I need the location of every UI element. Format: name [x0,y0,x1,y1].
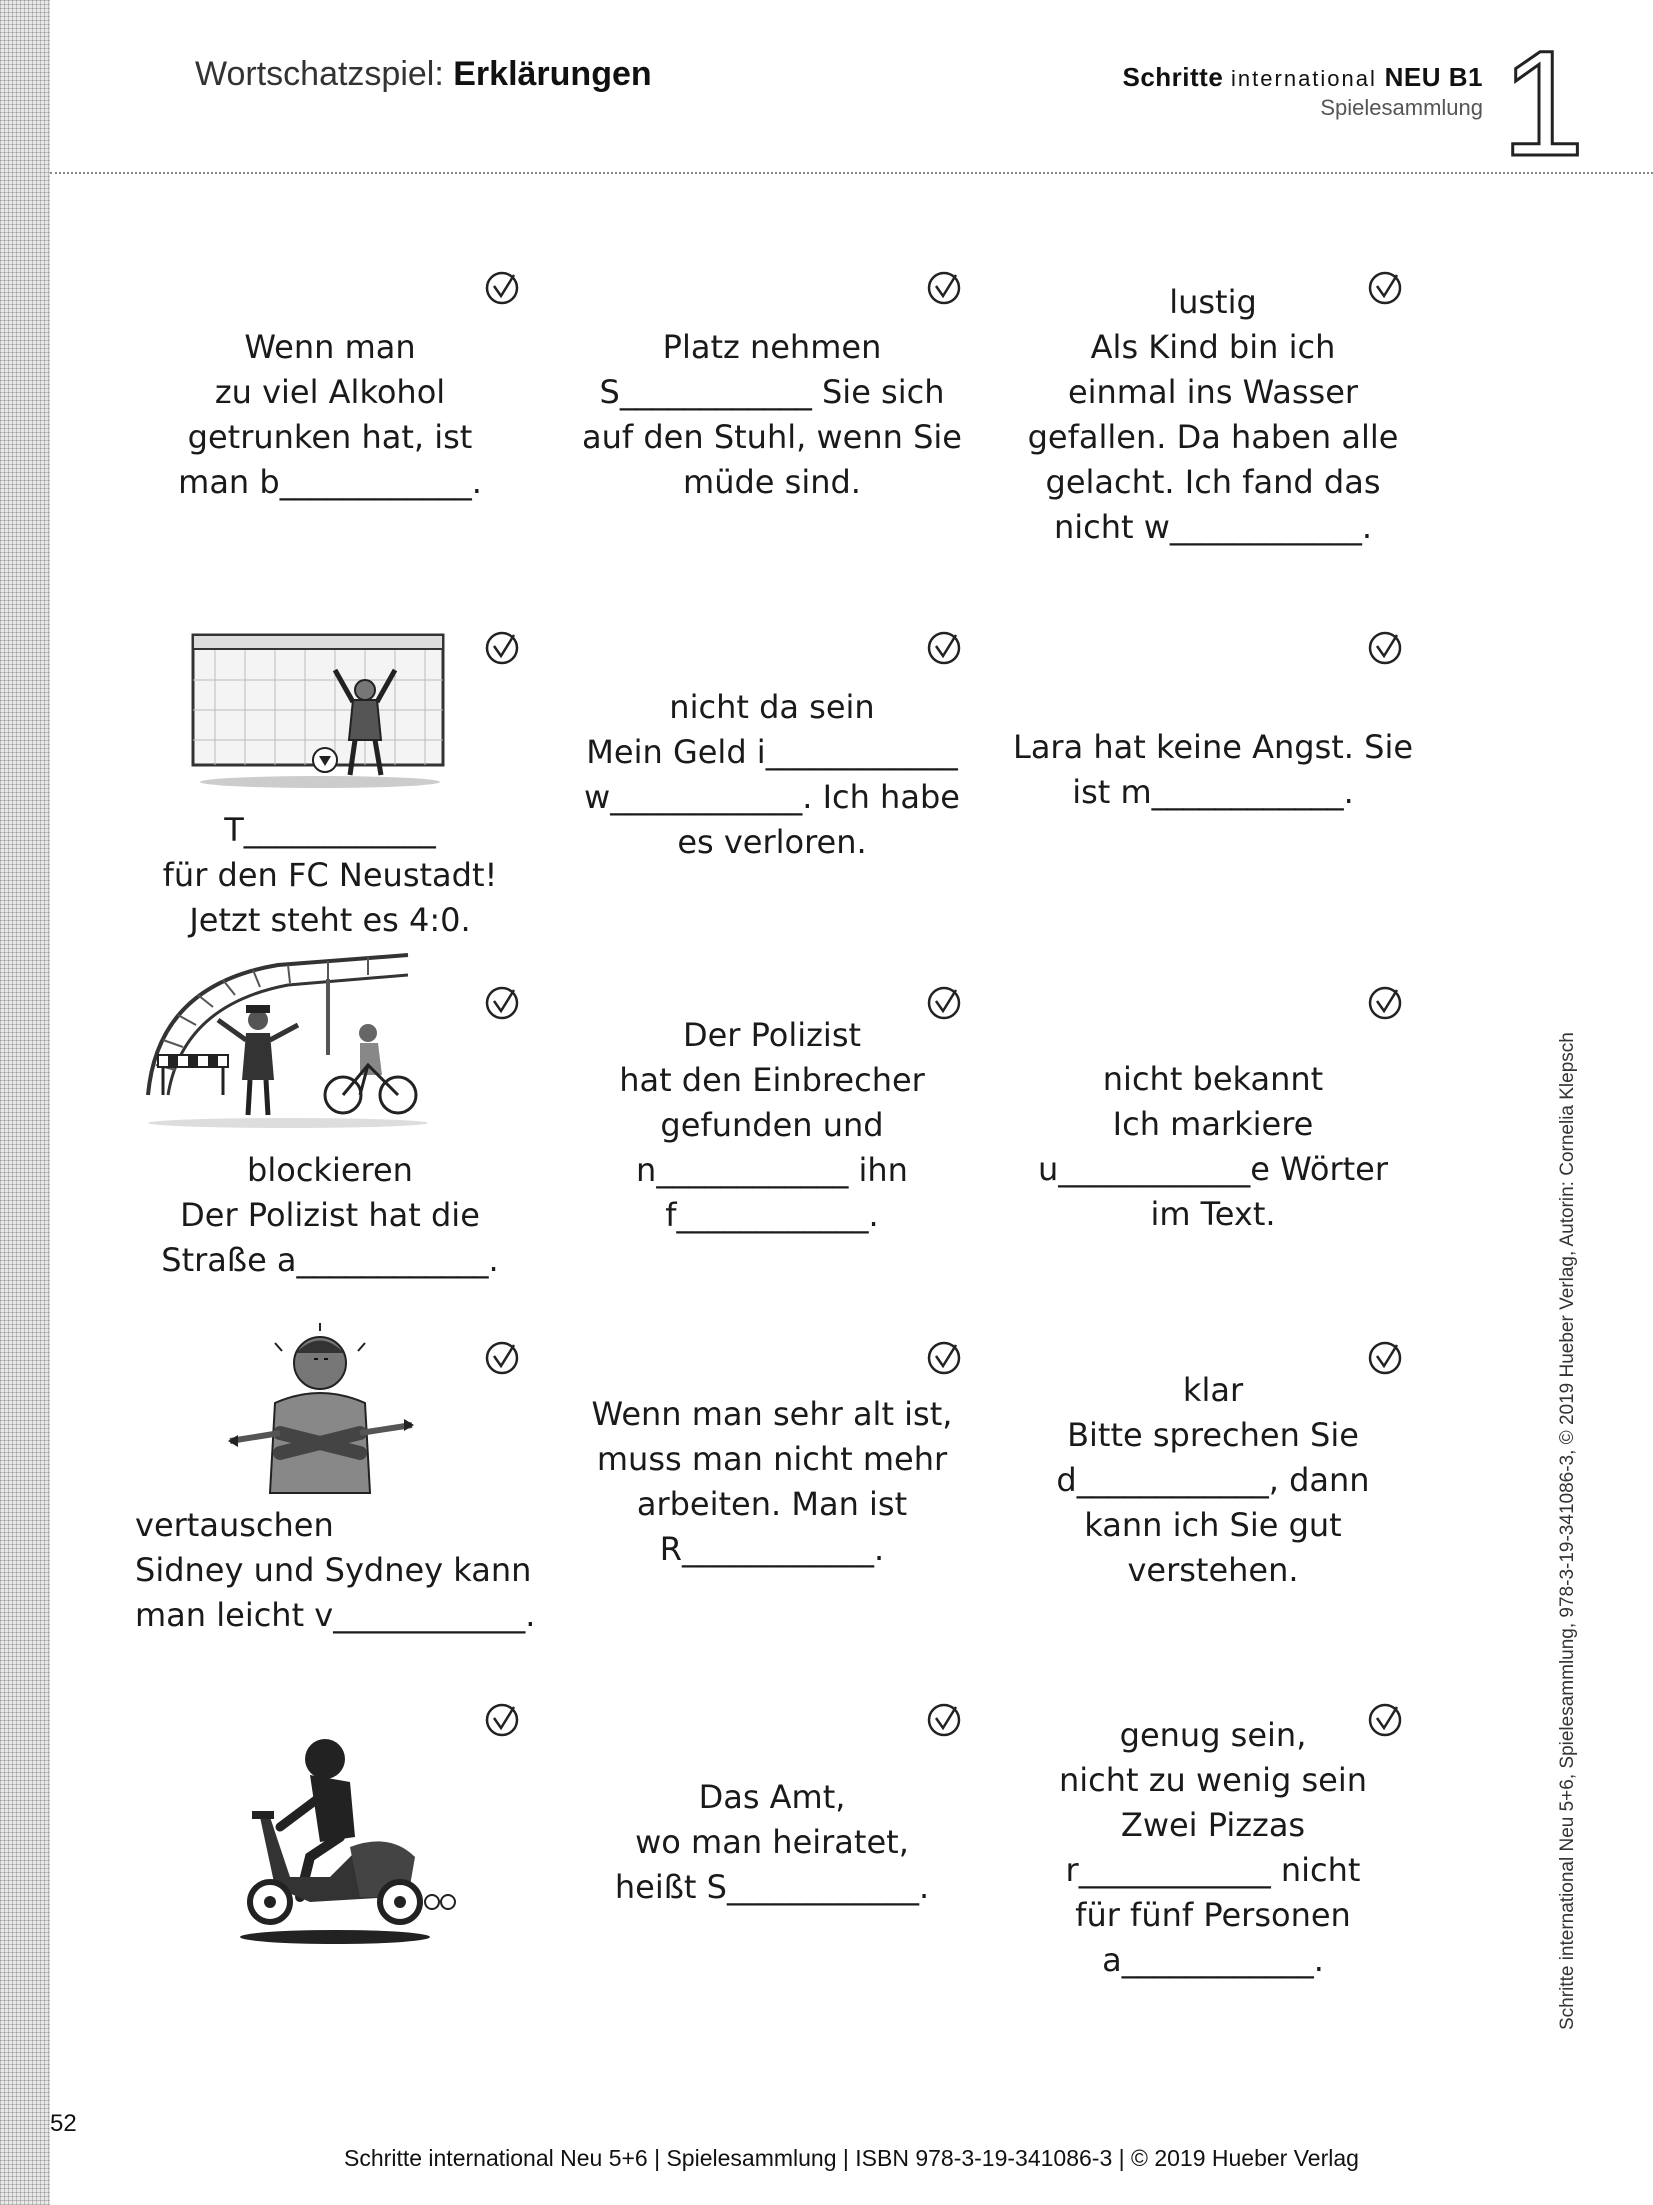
card-line: blockieren [247,1151,413,1189]
card-line: ist m____________. [1072,773,1354,811]
card-line: man b____________. [178,463,482,501]
card-line: klar [1182,1371,1244,1409]
card-line: genug sein, [1119,1716,1307,1754]
card-line: man leicht v____________. [135,1596,536,1634]
card-line: u____________e Wörter [1037,1150,1389,1188]
header-divider [50,172,1653,174]
card-line: für fünf Personen [1075,1896,1351,1934]
card-line: im Text. [1150,1195,1276,1233]
card-text [993,1368,1433,1593]
card-line: muss man nicht mehr [596,1440,948,1478]
card-text [552,1013,992,1238]
card-line: kann ich Sie gut [1084,1506,1342,1544]
card-line: Mein Geld i____________ [586,733,958,771]
card-text [552,685,992,865]
card-line: Zwei Pizzas [1120,1806,1306,1844]
card-line: verstehen. [1127,1551,1299,1589]
card-line: gefallen. Da haben alle [1027,418,1399,456]
card-line: Der Polizist [682,1016,862,1054]
check-circle-icon [1367,630,1403,666]
check-circle-icon [1367,985,1403,1021]
card-13[interactable] [110,1617,550,1957]
card-line: w____________. Ich habe [584,778,960,816]
footer: Schritte international Neu 5+6 | Spielesammlung | ISBN 978-3-19-341086-3 | © 2019 Hueber Verlag [344,2145,1359,2171]
card-text [552,1775,992,1910]
card-line: lustig [1169,283,1257,321]
check-circle-icon [484,1702,520,1738]
card-line: getrunken hat, ist [187,418,473,456]
card-line: d____________, dann [1056,1461,1370,1499]
card-line: hat den Einbrecher [619,1061,925,1099]
card-5[interactable] [552,545,992,885]
card-11[interactable] [552,1255,992,1595]
card-text [993,1713,1433,1983]
card-text [993,725,1433,815]
card-line: Wenn man sehr alt ist, [591,1395,953,1433]
brand-intl: international [1231,66,1377,91]
card-2[interactable] [552,185,992,525]
card-text [993,280,1433,550]
check-circle-icon [484,630,520,666]
card-12[interactable] [993,1255,1433,1595]
check-circle-icon [926,1702,962,1738]
card-line: nicht zu wenig sein [1058,1761,1368,1799]
card-line: es verloren. [677,823,867,861]
card-text [110,325,550,505]
card-line: gelacht. Ich fand das [1045,463,1381,501]
card-line: Jetzt steht es 4:0. [189,901,471,939]
card-line: Bitte sprechen Sie [1067,1416,1359,1454]
card-line: Straße a____________. [161,1241,499,1279]
check-circle-icon [926,270,962,306]
brand-line [1122,62,1483,93]
chapter-number [1488,30,1598,170]
card-8[interactable] [552,900,992,1240]
card-line: a____________. [1102,1941,1324,1979]
side-credit: Schritte international Neu 5+6, Spielesammlung, 978-3-19-341086-3, © 2019 Hueber Verlag, Autorin: Cornelia Klepsch [1557,1032,1578,2030]
title-main: Erklärungen [453,55,652,93]
card-line: wo man heiratet, [635,1823,909,1861]
page-title [195,55,652,94]
brand-block [1122,62,1483,121]
page-number: 52 [50,2110,77,2137]
chapter-number-text: 1 [1501,30,1585,170]
card-line: nicht w____________. [1053,508,1373,546]
card-line: Das Amt, [698,1778,846,1816]
card-line: r____________ nicht [1065,1851,1361,1889]
card-line: Platz nehmen [662,328,882,366]
card-text [552,325,992,505]
card-line: für den FC Neustadt! [162,856,498,894]
check-circle-icon [484,270,520,306]
brand-subtitle: Spielesammlung [1320,95,1483,120]
card-4[interactable] [110,545,550,939]
check-circle-icon [926,1340,962,1376]
card-text [552,1392,992,1572]
confused-man-illustration [220,1323,420,1498]
card-line: R____________. [659,1530,885,1568]
card-line: n____________ ihn [636,1151,908,1189]
card-14[interactable] [552,1617,992,1957]
card-3[interactable] [993,185,1433,546]
card-text [993,1057,1433,1237]
card-15[interactable] [993,1617,1433,1979]
police-roadblock-illustration [138,945,438,1130]
card-line: gefunden und [660,1106,884,1144]
card-line: f____________. [665,1196,879,1234]
card-line: Wenn man [244,328,416,366]
brand-level: NEU B1 [1384,62,1483,92]
card-line: heißt S____________. [614,1868,930,1906]
card-line: vertauschen [135,1506,334,1544]
soccer-goal-illustration [185,610,455,795]
card-line: zu viel Alkohol [214,373,446,411]
brand-name: Schritte [1122,62,1224,92]
check-circle-icon [484,985,520,1021]
card-6[interactable] [993,545,1433,885]
check-circle-icon [926,630,962,666]
card-line: müde sind. [683,463,861,501]
card-line: nicht bekannt [1102,1060,1324,1098]
card-9[interactable] [993,900,1433,1240]
card-line: Lara hat keine Angst. Sie [1012,728,1414,766]
card-line: Als Kind bin ich [1090,328,1336,366]
scooter-rider-illustration [190,1737,460,1947]
card-line: auf den Stuhl, wenn Sie [582,418,962,456]
side-pattern-strip [0,0,50,2205]
card-line: T____________ [224,811,436,849]
card-line: arbeiten. Man ist [636,1485,908,1523]
title-prefix: Wortschatzspiel: [195,55,454,93]
card-7[interactable] [110,900,550,1279]
card-line: einmal ins Wasser [1067,373,1359,411]
card-line: S____________ Sie sich [599,373,945,411]
card-10[interactable] [110,1255,550,1634]
card-line: nicht da sein [669,688,875,726]
card-line: Ich markiere [1112,1105,1314,1143]
check-circle-icon [484,1340,520,1376]
card-line: Sidney und Sydney kann [135,1551,532,1589]
card-1[interactable] [110,185,550,525]
card-line: Der Polizist hat die [180,1196,480,1234]
